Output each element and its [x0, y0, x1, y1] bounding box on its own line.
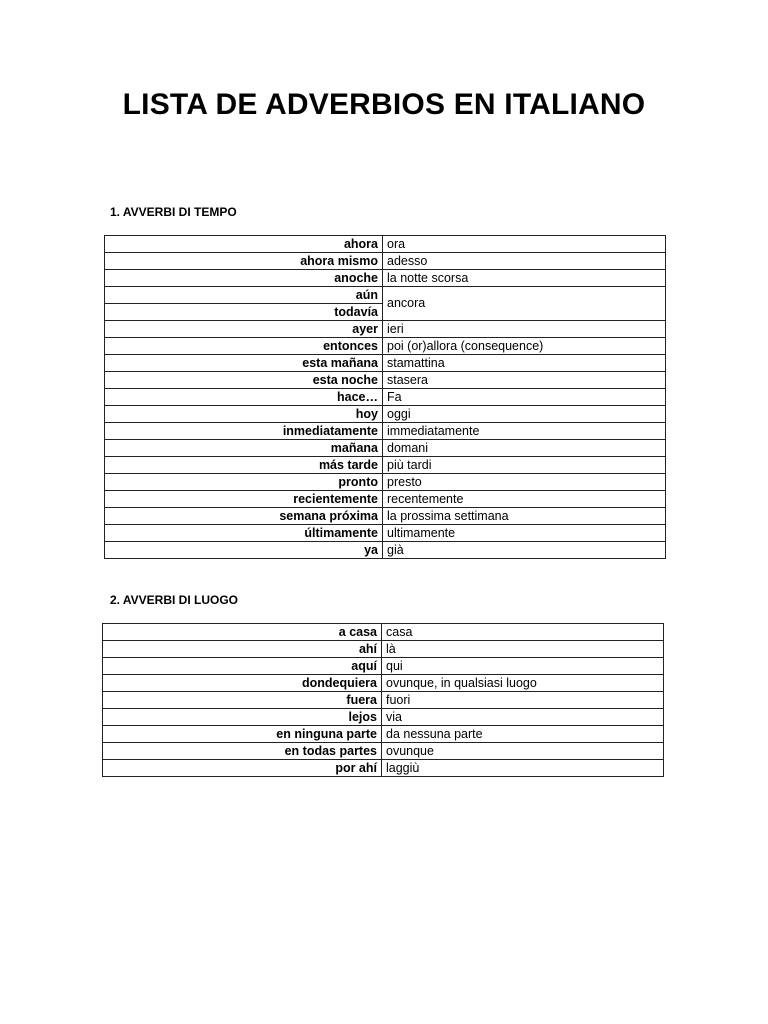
table-row	[103, 641, 664, 658]
spanish-cell: por ahí	[103, 760, 382, 777]
vocab-table-body	[105, 236, 666, 559]
section-heading-luogo: 2. AVVERBI DI LUOGO	[110, 593, 239, 607]
italian-cell: via	[382, 709, 664, 726]
spanish-cell: lejos	[103, 709, 382, 726]
spanish-cell: dondequiera	[103, 675, 382, 692]
table-row	[105, 423, 666, 440]
table-row	[103, 726, 664, 743]
spanish-cell: últimamente	[105, 525, 383, 542]
vocab-table-luogo	[102, 623, 664, 777]
spanish-cell: hoy	[105, 406, 383, 423]
italian-cell: poi (or)allora (consequence)	[383, 338, 666, 355]
spanish-cell: ya	[105, 542, 383, 559]
italian-cell: ovunque, in qualsiasi luogo	[382, 675, 664, 692]
table-row	[105, 355, 666, 372]
table-row	[103, 658, 664, 675]
italian-cell: da nessuna parte	[382, 726, 664, 743]
table-row	[105, 236, 666, 253]
spanish-cell: esta mañana	[105, 355, 383, 372]
spanish-cell: ayer	[105, 321, 383, 338]
italian-cell: Fa	[383, 389, 666, 406]
table-row	[103, 624, 664, 641]
table-row	[105, 389, 666, 406]
italian-cell: ovunque	[382, 743, 664, 760]
spanish-cell: ahí	[103, 641, 382, 658]
vocab-table-body	[103, 624, 664, 777]
table-row	[105, 525, 666, 542]
spanish-cell: fuera	[103, 692, 382, 709]
italian-cell: adesso	[383, 253, 666, 270]
spanish-cell: aquí	[103, 658, 382, 675]
section-heading-tempo: 1. AVVERBI DI TEMPO	[110, 205, 237, 219]
table-row	[105, 508, 666, 525]
table-row	[105, 440, 666, 457]
spanish-cell: en ninguna parte	[103, 726, 382, 743]
table-row	[105, 491, 666, 508]
italian-cell: ieri	[383, 321, 666, 338]
table-row	[105, 372, 666, 389]
italian-cell: ora	[383, 236, 666, 253]
page-title: LISTA DE ADVERBIOS EN ITALIANO	[122, 88, 646, 121]
italian-cell: stasera	[383, 372, 666, 389]
italian-cell: là	[382, 641, 664, 658]
italian-cell: oggi	[383, 406, 666, 423]
italian-cell: già	[383, 542, 666, 559]
spanish-cell: en todas partes	[103, 743, 382, 760]
italian-cell: qui	[382, 658, 664, 675]
table-row	[105, 253, 666, 270]
table-row	[105, 287, 666, 304]
italian-cell: la prossima settimana	[383, 508, 666, 525]
spanish-cell: entonces	[105, 338, 383, 355]
spanish-cell: ahora mismo	[105, 253, 383, 270]
italian-cell: immediatamente	[383, 423, 666, 440]
table-row	[105, 474, 666, 491]
italian-cell: laggiù	[382, 760, 664, 777]
spanish-cell: anoche	[105, 270, 383, 287]
table-row	[105, 457, 666, 474]
italian-cell: recentemente	[383, 491, 666, 508]
table-row	[103, 760, 664, 777]
vocab-table-tempo	[104, 235, 666, 559]
spanish-cell: semana próxima	[105, 508, 383, 525]
spanish-cell: pronto	[105, 474, 383, 491]
table-row	[105, 321, 666, 338]
italian-cell: presto	[383, 474, 666, 491]
italian-cell: stamattina	[383, 355, 666, 372]
spanish-cell: recientemente	[105, 491, 383, 508]
spanish-cell: ahora	[105, 236, 383, 253]
spanish-cell: esta noche	[105, 372, 383, 389]
table-row	[105, 270, 666, 287]
italian-cell: più tardi	[383, 457, 666, 474]
spanish-cell: más tarde	[105, 457, 383, 474]
spanish-cell: hace…	[105, 389, 383, 406]
italian-cell: la notte scorsa	[383, 270, 666, 287]
table-row	[103, 743, 664, 760]
table-row	[105, 406, 666, 423]
italian-cell: ultimamente	[383, 525, 666, 542]
spanish-cell: mañana	[105, 440, 383, 457]
spanish-cell: a casa	[103, 624, 382, 641]
table-row	[103, 675, 664, 692]
table-row	[103, 709, 664, 726]
italian-cell: ancora	[383, 287, 666, 321]
table-row	[105, 338, 666, 355]
spanish-cell: aún	[105, 287, 383, 304]
italian-cell: domani	[383, 440, 666, 457]
spanish-cell: inmediatamente	[105, 423, 383, 440]
table-row	[105, 542, 666, 559]
spanish-cell: todavía	[105, 304, 383, 321]
italian-cell: casa	[382, 624, 664, 641]
table-row	[103, 692, 664, 709]
italian-cell: fuori	[382, 692, 664, 709]
